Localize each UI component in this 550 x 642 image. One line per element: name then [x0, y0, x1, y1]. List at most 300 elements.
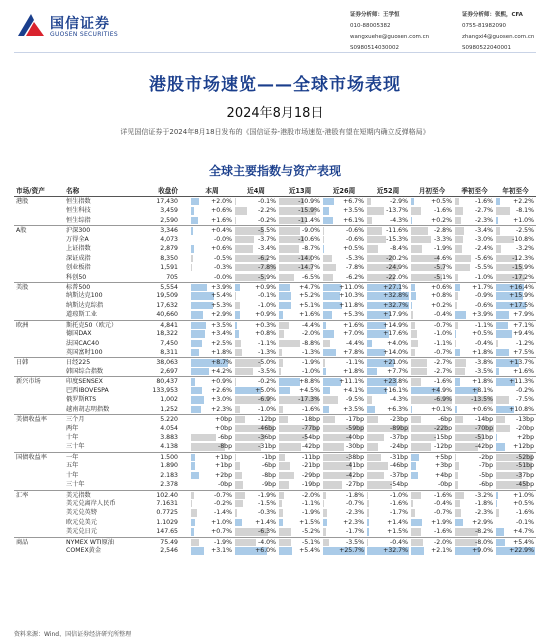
return-value: +3.0% — [211, 396, 232, 404]
return-value: -0.1% — [258, 292, 276, 300]
cell-close: 2,879 — [160, 245, 178, 253]
return-value: +0.6% — [211, 245, 232, 253]
cell-return — [454, 433, 495, 442]
col-header-26w: 近26周 — [332, 187, 356, 195]
cell-return — [234, 518, 278, 527]
cell-return — [190, 453, 234, 461]
return-value: -0bp — [217, 481, 232, 489]
table-row — [14, 310, 536, 319]
cell-return — [278, 415, 322, 423]
cell-return — [322, 197, 366, 206]
cell-market: 新兴市场 — [16, 378, 41, 386]
return-value: -54bp — [302, 433, 320, 441]
return-value: +0.6% — [431, 283, 452, 291]
cell-return — [322, 226, 366, 234]
return-value: -1.1% — [258, 339, 276, 347]
return-value: -1.1% — [475, 321, 493, 329]
cell-return — [366, 339, 410, 348]
return-value: -14.7% — [298, 264, 320, 272]
cell-return — [190, 386, 234, 395]
return-value: -0.6% — [346, 227, 364, 235]
cell-return — [190, 538, 234, 546]
cell-return — [234, 415, 278, 423]
cell-return — [278, 471, 322, 480]
return-value: -0.7% — [214, 491, 232, 499]
return-value: +0.9% — [255, 283, 276, 291]
table-row — [14, 244, 536, 253]
cell-return — [495, 546, 536, 555]
return-value: -6.5% — [302, 273, 320, 281]
col-header-mtd: 月初至今 — [418, 187, 446, 195]
cell-return — [190, 471, 234, 480]
return-value: -17.3% — [298, 396, 320, 404]
cell-market — [16, 518, 56, 527]
return-value: +7.7% — [387, 367, 408, 375]
cell-return — [278, 527, 322, 536]
cell-return — [454, 310, 495, 319]
cell-close: 75.49 — [160, 538, 178, 546]
return-value: +0.9% — [255, 311, 276, 319]
cell-return — [322, 442, 366, 451]
return-value: +1.4% — [255, 518, 276, 526]
cell-return — [278, 546, 322, 555]
analyst-1 — [350, 10, 440, 54]
table-row — [14, 254, 536, 263]
cell-return — [190, 442, 234, 451]
cell-return — [322, 273, 366, 282]
return-value: -51bp — [516, 462, 534, 470]
return-value: +1.5% — [299, 518, 320, 526]
return-value: -27bp — [346, 481, 364, 489]
return-value: -24.9% — [386, 264, 408, 272]
table-body — [14, 197, 536, 556]
cell-market — [16, 461, 56, 470]
cell-name: 五年 — [66, 462, 79, 470]
cell-name: 上证指数 — [66, 245, 91, 253]
cell-name: 恒生科技 — [66, 207, 91, 215]
cell-return — [322, 395, 366, 404]
col-header-4w: 近4周 — [247, 187, 265, 195]
cell-return — [366, 301, 410, 310]
cell-return — [454, 424, 495, 433]
return-value: +7.5% — [513, 349, 534, 356]
cell-return — [278, 310, 322, 319]
cell-return — [454, 197, 495, 206]
cell-name: 纳斯达克综指 — [66, 301, 104, 309]
return-value: -10.6% — [298, 235, 320, 243]
cell-return — [278, 499, 322, 508]
return-value: -12.3% — [512, 254, 534, 262]
cell-return — [495, 197, 536, 206]
return-value: +7.0% — [343, 330, 364, 338]
return-value: -21bp — [302, 462, 320, 470]
cell-close: 3,459 — [160, 207, 178, 215]
cell-return — [366, 206, 410, 215]
cell-return — [190, 518, 234, 527]
cell-return — [495, 244, 536, 253]
cell-return — [410, 367, 454, 376]
table-row — [14, 546, 536, 555]
cell-return — [410, 283, 454, 291]
return-value: -37bp — [516, 471, 534, 479]
table-header — [14, 186, 536, 197]
return-value: -13bp — [516, 416, 534, 424]
return-value: +2.6% — [211, 386, 232, 394]
cell-return — [366, 538, 410, 546]
return-value: -3.2% — [475, 491, 493, 499]
cell-return — [190, 235, 234, 244]
cell-name: 三十年 — [66, 481, 85, 489]
table-row — [14, 235, 536, 244]
cell-return — [366, 348, 410, 357]
return-value: +0bp — [215, 424, 232, 432]
cell-return — [278, 226, 322, 234]
cell-return — [322, 283, 366, 291]
cell-return — [366, 226, 410, 234]
return-value: -2.0% — [302, 491, 320, 499]
return-value: -1.0% — [258, 405, 276, 413]
cell-close: 17,632 — [156, 301, 178, 309]
cell-return — [278, 538, 322, 546]
cell-return — [190, 499, 234, 508]
return-value: -40bp — [346, 433, 364, 441]
cell-name: 美元兑英镑 — [66, 509, 97, 517]
cell-return — [234, 254, 278, 263]
cell-name: 创业板指 — [66, 264, 91, 272]
cell-return — [278, 508, 322, 517]
cell-return — [190, 348, 234, 357]
cell-return — [190, 377, 234, 385]
cell-return — [322, 471, 366, 480]
return-value: +21.0% — [383, 359, 408, 367]
return-value: +7.1% — [513, 321, 534, 329]
return-value: -2.8% — [434, 227, 452, 235]
cell-return — [495, 358, 536, 366]
return-value: -0.2% — [214, 500, 232, 507]
cell-return — [454, 546, 495, 555]
cell-return — [234, 291, 278, 300]
cell-name: 英国富时100 — [66, 349, 103, 356]
cell-return — [410, 235, 454, 244]
return-value: +5bp — [435, 453, 452, 461]
cell-return — [454, 367, 495, 376]
cell-return — [366, 386, 410, 395]
cell-return — [410, 244, 454, 253]
return-value: -5.0% — [258, 359, 276, 367]
return-value: -42bp — [302, 443, 320, 451]
cell-market: 美债收益率 — [16, 416, 47, 424]
cell-return — [322, 291, 366, 300]
return-value: -1bp — [261, 453, 276, 461]
return-value: -0.4% — [475, 339, 493, 347]
cell-return — [278, 339, 322, 348]
cell-market — [16, 471, 56, 480]
return-value: +2.5% — [211, 339, 232, 347]
return-value: -1.4% — [214, 509, 232, 517]
cell-return — [322, 329, 366, 338]
cell-return — [278, 283, 322, 291]
cell-return — [410, 310, 454, 319]
return-value: +4.5% — [299, 386, 320, 394]
table-row — [14, 291, 536, 300]
cell-return — [454, 471, 495, 480]
return-value: -6.2% — [258, 254, 276, 262]
cell-name: 俄罗斯RTS — [66, 396, 97, 404]
cell-close: 1.500 — [160, 453, 178, 461]
return-value: -2.3% — [475, 216, 493, 224]
cell-return — [495, 508, 536, 517]
cell-return — [410, 546, 454, 555]
cell-return — [495, 395, 536, 404]
cell-market — [16, 310, 56, 319]
table-row — [14, 424, 536, 433]
cell-return — [366, 244, 410, 253]
cell-return — [454, 395, 495, 404]
return-value: -0.4% — [434, 311, 452, 319]
cell-return — [495, 291, 536, 300]
cell-return — [410, 518, 454, 527]
return-value: +12bp — [513, 443, 534, 451]
cell-close: 1,002 — [160, 396, 178, 404]
cell-return — [366, 367, 410, 376]
return-value: +5.4% — [211, 292, 232, 300]
return-value: -1.9% — [258, 491, 276, 499]
cell-return — [322, 339, 366, 348]
return-value: +15.9% — [509, 292, 534, 300]
return-value: +8.7% — [211, 359, 232, 367]
return-value: -2.5% — [516, 227, 534, 235]
return-value: -1.7% — [390, 509, 408, 517]
return-value: -0.9% — [475, 292, 493, 300]
return-value: -0.7% — [434, 509, 452, 517]
cell-return — [278, 358, 322, 366]
cell-return — [366, 216, 410, 225]
cell-return — [234, 538, 278, 546]
return-value: +5.3% — [343, 311, 364, 319]
cell-return — [454, 273, 495, 282]
return-value: -1.6% — [516, 509, 534, 517]
cell-return — [234, 367, 278, 376]
return-value: +5.2% — [299, 292, 320, 300]
cell-return — [322, 358, 366, 366]
analyst-cert: S0980522040001 — [462, 45, 511, 51]
return-value: +10.8% — [509, 405, 534, 413]
cell-return — [366, 424, 410, 433]
cell-return — [495, 235, 536, 244]
return-value: +10.3% — [339, 292, 364, 300]
header-divider — [14, 52, 536, 53]
cell-return — [454, 453, 495, 461]
table-row — [14, 527, 536, 536]
return-value: -0.7% — [434, 349, 452, 356]
return-value: -5.7% — [434, 264, 452, 272]
return-value: -8.0% — [475, 538, 493, 546]
return-value: -2.2% — [258, 207, 276, 215]
table-row — [14, 490, 536, 499]
cell-return — [454, 480, 495, 489]
return-value: +1bp — [215, 462, 232, 470]
return-value: +17.9% — [383, 311, 408, 319]
cell-return — [190, 358, 234, 366]
cell-return — [454, 291, 495, 300]
cell-return — [322, 216, 366, 225]
cell-return — [495, 453, 536, 461]
cell-return — [278, 491, 322, 499]
cell-return — [190, 301, 234, 310]
return-value: -0.2% — [258, 378, 276, 386]
cell-return — [190, 254, 234, 263]
cell-return — [495, 518, 536, 527]
return-value: +3.9% — [472, 311, 493, 319]
return-value: -3.2% — [516, 245, 534, 253]
return-value: -13.5% — [471, 396, 493, 404]
cell-return — [454, 283, 495, 291]
return-value: -4.4% — [346, 339, 364, 347]
cell-name: 美元兑离岸人民币 — [66, 500, 116, 507]
return-value: +0.6% — [211, 207, 232, 215]
table-row — [14, 329, 536, 338]
cell-market — [16, 546, 56, 555]
return-value: +5.4% — [299, 547, 320, 555]
return-value: +32.7% — [383, 301, 408, 309]
return-value: -1.6% — [434, 528, 452, 536]
return-value: +2.9% — [472, 518, 493, 526]
cell-return — [410, 291, 454, 300]
cell-market — [16, 348, 56, 357]
return-value: +0bp — [215, 416, 232, 424]
cell-return — [495, 301, 536, 310]
analyst-name: 证券分析师：张熙，CFA — [462, 12, 523, 18]
return-value: -1.1% — [346, 359, 364, 367]
return-value: -4.4% — [302, 321, 320, 329]
cell-return — [410, 480, 454, 489]
return-value: -0.0% — [214, 235, 232, 243]
cell-name: 十年 — [66, 471, 79, 479]
cell-return — [410, 329, 454, 338]
cell-close: 80,437 — [156, 378, 178, 386]
return-value: +2.2% — [513, 198, 534, 205]
cell-return — [322, 424, 366, 433]
return-value: -0.7% — [434, 321, 452, 329]
return-value: +4.7% — [513, 528, 534, 536]
return-value: -7.5% — [516, 396, 534, 404]
cell-close: 5.220 — [160, 416, 178, 424]
return-value: -5.9% — [258, 273, 276, 281]
return-value: +27.1% — [383, 283, 408, 291]
return-value: +9.0% — [472, 547, 493, 555]
return-value: -41bp — [346, 462, 364, 470]
cell-return — [234, 283, 278, 291]
return-value: +0.5% — [431, 198, 452, 205]
cell-return — [454, 263, 495, 272]
cell-return — [234, 216, 278, 225]
cell-return — [366, 377, 410, 385]
cell-market — [16, 442, 56, 451]
cell-return — [234, 461, 278, 470]
return-value: -2.4% — [475, 245, 493, 253]
cell-return — [495, 480, 536, 489]
cell-name: COMEX黄金 — [66, 547, 102, 555]
cell-return — [454, 461, 495, 470]
table-row — [14, 471, 536, 480]
cell-return — [190, 424, 234, 433]
cell-market — [16, 291, 56, 300]
return-value: -0.2% — [258, 216, 276, 224]
cell-close: 2,590 — [160, 216, 178, 224]
cell-return — [410, 424, 454, 433]
cell-return — [322, 415, 366, 423]
cell-return — [366, 480, 410, 489]
cell-name: 两年 — [66, 424, 79, 432]
return-value: -5.1% — [302, 538, 320, 546]
return-value: -1.1% — [302, 500, 320, 507]
cell-return — [234, 197, 278, 206]
cell-return — [190, 244, 234, 253]
cell-market — [16, 273, 56, 282]
cell-return — [366, 395, 410, 404]
cell-name: 德国DAX — [66, 330, 92, 338]
cell-return — [234, 527, 278, 536]
cell-return — [190, 321, 234, 329]
return-value: -6.3% — [258, 528, 276, 536]
cell-return — [278, 216, 322, 225]
cell-return — [410, 321, 454, 329]
cell-market — [16, 235, 56, 244]
cell-name: 标普500 — [66, 283, 91, 291]
cell-return — [190, 273, 234, 282]
cell-return — [278, 518, 322, 527]
analyst-email: wangxuehe@guosen.com.cn — [350, 34, 430, 40]
cell-close: 8,311 — [160, 349, 178, 356]
cell-return — [410, 339, 454, 348]
cell-return — [454, 499, 495, 508]
return-value: +1.8% — [472, 349, 493, 356]
cell-return — [234, 348, 278, 357]
return-value: +0.8% — [255, 330, 276, 338]
return-value: +1bp — [215, 453, 232, 461]
return-value: -59bp — [346, 424, 364, 432]
cell-market — [16, 499, 56, 508]
return-value: -15bp — [434, 433, 452, 441]
cell-return — [322, 235, 366, 244]
return-value: -19bp — [302, 481, 320, 489]
return-value: +6.3% — [387, 405, 408, 413]
return-value: -77bp — [302, 424, 320, 432]
cell-market — [16, 216, 56, 225]
return-value: -42bp — [475, 443, 493, 451]
return-value: -30bp — [346, 443, 364, 451]
cell-return — [495, 386, 536, 395]
return-value: -3.8% — [475, 359, 493, 367]
return-value: +11.0% — [339, 283, 364, 291]
return-value: +1.5% — [387, 528, 408, 536]
cell-return — [495, 339, 536, 348]
analyst-phone: 010-88005382 — [350, 23, 391, 29]
return-value: -1.0% — [434, 330, 452, 338]
cell-return — [234, 301, 278, 310]
cell-return — [366, 291, 410, 300]
return-value: -8.7% — [302, 245, 320, 253]
cell-close: 7,450 — [160, 339, 178, 347]
cell-return — [495, 310, 536, 319]
return-value: -0.4% — [390, 538, 408, 546]
return-value: +2.3% — [343, 518, 364, 526]
return-value: +4.0% — [387, 339, 408, 347]
return-value: -29bp — [302, 471, 320, 479]
cell-return — [234, 424, 278, 433]
cell-market — [16, 301, 56, 310]
cell-return — [322, 491, 366, 499]
